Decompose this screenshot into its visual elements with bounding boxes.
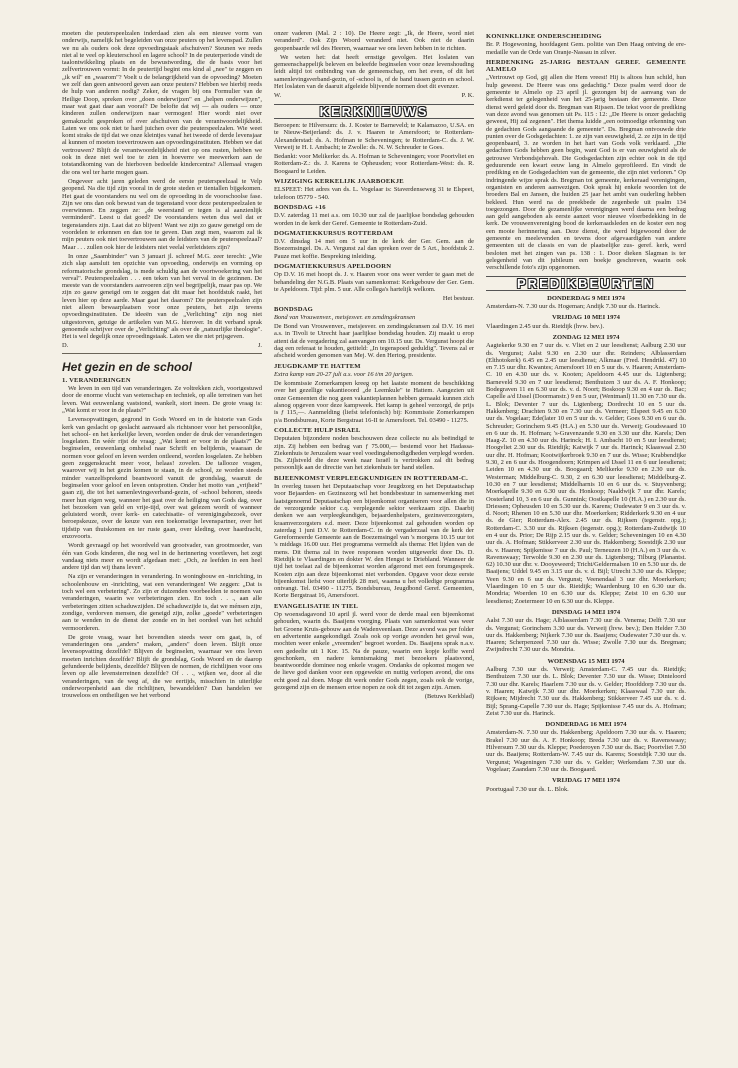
news-heading: JEUGDKAMP TE HATTEM — [274, 362, 361, 370]
article-paragraph: Ongeveer acht jaren geleden werd de eerste peuterspeelzaal te Velp geopend. Na die tijd zijn vooral in de grote steden er tientallen bijgekomen. Het gaat de voorstanders nu wel om de opvoeding in de voorschoolse fase. Zijn we ons dan ook bewust van de tegenstand voor deze peuterspeelzalen te overwinnen. En zeggen ze: „de weerstand er tegen is al aanzienlijk verminderd". Leest u dat goed? De voorstanders weten dus wel dat er tegenstanders zijn. Laat dat zo blijven! Want we zijn zo gauw geneigd om de voordelen te erkennen en dan toe te geven. Dan zegt men, waarom zal ik mijn peuters ook niet toevertrouwen aan de leidsters van de peuterspeelzaal? Maar . . . zullen ook hier de leidsters niet veelal verleidsters zijn? — [62, 177, 262, 251]
news-heading: BONDSDAG +16 — [274, 203, 326, 211]
news-heading: WIJZIGING KERKELIJK JAARBOEKJE — [274, 178, 404, 186]
news-text: De kommissie Zomerkampen kreeg op het laatste moment de beschikking over het gezellige vakantieoord „de Leemkule" te Hattem. Aangezien uit onze Gemeenten die nog geen vakantieplannen hebben gemaakt kunnen zich alsnog opgeven voor deze kampweek. Het kamp is geheel verzorgd, de prijs is ƒ 115,—. Aanmelding (liefst telefonisch) bij: Kommissie Zomerkampen p/a Bondsbureau, Korte Bergstraat 16-II te Amersfoort. Tel. 03490 - 11275. — [274, 380, 474, 424]
beroepen-text: Beroepen: te Hilversum: ds. J. Koster te Barneveld; te Kalamazoo, U.SA. en te Nieuw-Beijerland: ds. J. v. Haaren te Amersfoort; te Rotterdam-Alexanderstad: ds. A. Hofman te Scheveningen; te Rotterdam-C. ds. J. W. Verweij te H. I. Ambacht; te Zwolle: ds. N. W. Schreuder te Goes. — [274, 121, 474, 151]
news-text: „Vertrouwt op God, gij allen die Hem vreest! Hij is altoos hun schild, hun hulp geweest. De Heere was ons gedachtig." Deze psalm werd door de gemeente te Almelo op 23 april jl. gezongen bij de aanvang van de kerkdienst ter gelegenheid van het 25-jarig bestaan der gemeente. Deze dienst werd geleid door ds. Bregman van Rijssen. De tekst voor de prediking van deze avond was genomen uit Ps. 115 : 12: „De Heere is onzer gedachtig geweest, Hij zal zegenen". Het thema luidde „een ootmoedige erkenning van de gedachten Gods aangaande de gemeente". Ds. Bregman ontvouwde drie punten over de Godsgedachten: 1. ze zijn van eeuwigheid, 2. ze zijn in de tijd geopenbaard, 3. ze worden in het hart van Gods volk verklaard. „Die gedachten Gods hebben geen begin, want God is er van eeuwigheid als de getrouwe Verbondsjehovah. Die Godsgedachten zijn echter ook in de tijd geduurende een kwart eeuw lang in Almelo geprofileerd. En vindt de prediking en de Godsgedachten van de gemeente, die zijn niet verloren." Op indringende wijze sprak ds. Bregman tot gemeente, kerkeraad verenigingen, organisten en anderen aanwezigen. Ook sprak hij enkele woorden tot de broeders Bal en Jansen, die huiden 25 jaar het ambt van ouderling hebben bekleed. Hun werd na de preekbede de zegenbede uit psalm 134 toegezongen. Door de gezamenlijke verenigingen werd daarna een bedrag aan geld aangeboden als eerste aanzet voor nieuwe vloerbedekking in de kerk. De vrouwenvereniging bood de kerkeraadsleden en de koster een nog een mooie herinnering aan. Deze dienst, die werd bijgewoond door de gemeente en meelevenden en tevens door afgevaardigden van andere gemeenten uit de classis en van de plaatselijke zus- geref. kerk, werd besloten met het zingen van ps. 138 : 1. Door dieken Slagman is ter gelegenheid van dit jubileum een boekje geschreven, waarin ook verschillende foto's zijn opgenomen. — [486, 74, 686, 272]
article-paragraph: Levensopvattingen, gegrond in Gods Woord en in de historie van Gods kerk van geslacht op geslacht aanvaard als richtsnoer voor het persoonlijke, het school- en het kerkelijke leven, worden onder de druk der veranderingen losgelaten. En wéér rijst de vraag: „Wat komt er voor in de plaats?" De beginselen, eeuwenlang omhelsd naar Schrift en belijdenis, waaraan de normen voor geloof en leven werden ontleend, worden losgelaten. Ze hebben geen zeggenskracht meer voor, helaas! zovelen. De tallooze vragen, waarover wij in het gezin komen te staan, in de school, ze worden steeds minder vanzelfsprekend beantwoord vanuit de grondslag, waaruit de beginselen voor geloof en leven ontsprotten. Onder het motto van „vrijheid" gaan zij, die tot het samenlevingsverband-gezin, of -school behoren, steeds meer hun eigen weg, wanneer het gaat over de heiliging van Gods dag, over het bezoeken van geld en vrije-tijd, over wat gelezen wordt of wanneer geluisterd wordt, over kerk- en catechisatie- of verenigingsbezoek, over beroepskeuze, over de keuze van een toekomstige levenspartner, over het tijdstip van thuiskomen en ter ruste gaan, over kleding, over haardracht, enzovoorts. — [62, 416, 262, 540]
news-heading: DOGMATIEKKURSUS ROTTERDAM — [274, 229, 393, 237]
news-text: ELSPEET: Het adres van ds. L. Vogelaar is: Staverdenseweg 31 te Elspeet, telefoon 05779 - 540. — [274, 186, 474, 201]
section-subtitle: 1. VERANDERINGEN — [62, 376, 131, 384]
column-left — [62, 30, 262, 795]
bedankt-text: Bedankt: voor Melikerke: ds. A. Hofman te Scheveningen; voor Poortvliet en Rotterdam-Z.: ds. J. Karens te Opheusden; voor Rotterdam-West: ds. R. Boogaard te Leiden. — [274, 153, 474, 175]
article-signature: D. J. — [62, 342, 262, 350]
article-paragraph: In onze „Saambinder" van 3 januari jl. schreef M.G. zeer terecht: „Wie zich slap aansluit ten opzichte van opvoeding, onderwijs en vorming op reformatorische grondslag, is mede schuldig aan de voortwoekering van het verval". Peuterspeelzalen . . . een teken van het verval in de gezinnen. De meeste van de voorstanders aanvoeren zijn wel begrijpelijk, maar pas op. We zijn zo gauw geneigd om te zeggen dat dit maar het hoofdstuk raakt, het leven hier op deze aarde. Maar gaat het daarom? Die peuterspeelzalen zijn niet alleen bewaarplaatsen voor onze peuters, het zijn tevens opvoedingsinstituten. De ideeën van de „Verlichting" zijn nog niet uitgestorven, getuige de artikelen van M.G. hierover. In dit verband sprak genoemde schrijver over de „Verlichting" als over de „natuurlijke theologie". Het is wel degelijk onze opvoedingstaak. Laten we die niet prijsgeven. — [62, 252, 262, 341]
news-heading: BONDSDAG — [274, 305, 313, 313]
kerknieuws-banner: KERKNIEUWS — [274, 104, 474, 119]
article-paragraph: onzer vaderen (Mal. 2 : 10). De Heere zegt: „Ik, de Heere, word niet veranderd". Ook Zijn Woord veranderd niet. Ook niet de daarin geopenbaarde wil des Heeren, waarnaar we ons leven hebben in te richten. — [274, 30, 474, 52]
service-date: DONDERDAG 9 MEI 1974 — [547, 294, 625, 302]
article-paragraph: moeten die peuterspeelzalen inderdaad zien als een nieuwe vorm van onderwijs, namelijk het begeleiden van onze peuters op het levenspad. Zullen we nu als ouders ook deze opvoedingstaak afschuiven? Steunen we reeds niet al te veel op kleuterschool en lagere school? In de peuterperiode vindt de taalontwikkeling plaats en de bewustwording, die de basis voor het zelfvertrouwen vormt: In de peutertijd begint ons kind al „nee" te zeggen en „ik wil" en „waarom"? Voelt u de belangrijkheid van de opvoeding? Moeten we zelf dan geen antwoord geven aan onze peuters? Hebben we hierbij reeds de hulp van anderen nodig? Zeker, de vragen bij ons Formulier van de Heilige Doop, spreken over „doen onderwijzen" en „helpen onderwijzen", maar wat gaat daar aan vooraf? De belofte dat wij — als ouders — onze kinderen zullen onderwijzen naar vermogen! Hier wordt niet over gemakzucht gesproken of over afschuiven van de verantwoordelijkheid. Laten we ons ook niet te hard juichen over die peuterspeelzalen. Wie weet komt straks de tijd dat we onze kleintjes vanaf het tweede of derde levensjaar al kunnen of moeten toevertrouwen aan opvoedingsinstituten. Hebben we dat vertrouwen? Blijft de verantwoordelijkheid niet op ons rusten, hebben we ook in deze niet wel toe te zien in hoeverre we meewerken aan de totstandkoming van de hierboven bedoelde kindercentra? Allemaal vragen die ons wel ter harte mogen gaan. — [62, 30, 262, 176]
news-text: D.V. zaterdag 11 mei a.s. om 10.30 uur zal de jaarlijkse bondsdag gehouden worden in de kerk der Geref. Gemeente te Rotterdam-Zuid. — [274, 212, 474, 227]
news-subheading: Extra kamp van 20-27 juli a.s. voor 16 t/m 20 jarigen. — [274, 370, 414, 378]
service-list: Amsterdam-N. 7.30 uur ds. Hakkenberg; Apeldoorn 7.30 uur ds. v. Haaren; Brakel 7.30 uur ds. A. F. Honkoop; Breda 7.30 uur ds. v. Ravenswaay; Hilversum 7.30 uur ds. Kleppe; Poederoyen 7.30 uur ds. Bac; Poortvliet 7.30 uur ds. Baaijens; Rotterdam-W. 7.45 uur ds. Karens; Soestdijk 7.30 uur ds. Vergunst; Wageningen 7.30 uur ds. v. Gelder; Werkendam 7.30 uur ds. Vogelaar; Zaandam 7.30 uur ds. Boogaard. — [486, 729, 686, 773]
service-date: DONDERDAG 16 MEI 1974 — [545, 721, 627, 729]
news-heading: HERDENKING 25-JARIG BESTAAN GEREF. GEMEENTE ALMELO — [486, 58, 686, 74]
service-list: Aalburg 7.30 uur ds. Verweij; Amsterdam-C. 7.45 uur ds. Rietdijk; Benthuizen 7.30 uur ds. L. Blok; Deventer 7.30 uur ds. Wisse; Dinteloord 7.30 uur dhr. Karels; Haarlem 7.30 uur ds. v. Gelder; Hoofddorp 7.30 uur ds. v. Haaren; Katwijk 7.30 uur dhr. Moerkerken; Klaaswaal 7.30 uur ds. Rijksen; Mijdrecht 7.30 uur ds. Hakkenberg; Stikkerveer 7.45 uur ds. v. d. Bijl; Sprang-Capelle 7.30 uur ds. Hage; Spijkenisse 7.45 uur ds. A. Hofman; Zeist 7.30 uur ds. Harinck. — [486, 666, 686, 717]
news-text: Deputaten bijzondere noden beschouwen deze collecte nu als beëindigd te zijn. Zij hebben een bedrag van ƒ 75.000,— bestemd voor het Hadassa-Ziekenhuis te Jeruzalem waar veel voedingsbenodigdheden verplegd worden. Ds. Zijlstveld die deze week naar Israël is vertrokken zal dit bedrag persoonlijk aan de directie van het ziekenhuis ter hand stellen. — [274, 435, 474, 472]
article-signature: W. P. K. — [274, 92, 474, 100]
service-list: Vlaardingen 2.45 uur ds. Rietdijk (hvw. bev.). — [486, 322, 605, 330]
news-text: D.V. dinsdag 14 mei om 5 uur in de kerk der Ger. Gem. aan de Boezemsingel. Ds. A. Vergunst zal dan spreken over de 5 Art., hoofdstuk 2. Pauze met koffie. Bespreking inleiding. — [274, 238, 474, 260]
service-list: Aagtekerke 9.30 en 7 uur ds. v. Vliet en 2 uur leesdienst; Aalburg 2.30 uur ds. Vergunst; Aalst 9.30 en 2.30 uur dhr. Reinders; Alblasserdam (Elthotokerk) 6.45 en 2.45 uur leesdienst; Alkmaar (Fred. Hendrikl. 47) 10 en 7.15 uur dhr. Kwantes; Amersfoort 10 en 5 uur ds. v. Haaren; Amsterdam-C. 10 en 4.30 uur ds. v. Kooten; Apeldoorn 4.45 uur ds. Ligtenberg; Barneveld 9.30 en 7 uur leesdienst; Benthuizen 3 uur ds. A. F. Honkoop; Bodegraven 11 en 6.30 uur ds. v. d. Noort; Boskoop 9.30 en 4 uur ds. Bac; Capelle a/d IJssel (Doormanstr.) 9 en 5 uur, (Wentmanl) 11.30 en 7.30 uur ds. L. Blok; Deventer 7 uur ds. Ligtenberg; Dordrecht 10 en 5 uur ds. Hakkenberg; Drachten 9.30 en 7.30 uur ds. Vermeer; Elspeet 9.45 en 6.30 uur ds. Vogelaar; Ede(later 10 en 5 uur ds. v. Gelder; Goes 9.30 en 6 uur ds. Schreuder; Gorinchem 9.45 (H.A.) en 5.30 uur ds. Verweij; Goudswaard 10 en 6 uur ds. H. Hofman; 's-Gravenzande 9.30 en 3.30 uur dhr. Karels; Den Haag-Z. 10 en 4.30 uur ds. Harinck; H. I. Ambacht 10 en 5 uur leesdienst; Hoogvliet 2.30 uur ds. Rietdijk; Katwijk 7 uur ds. Harinck; Klaaswaal 2.30 uur dhr. H. Hofman; Kootwijkerbroek 9.30 en 7 uur ds. Wisse; Krabbendijke 9.30, 2 en 6 uur ds. Hoogendoorn; Krimpen a/d IJssel 11 en 6 uur leesdienst; Leiden 10 en 4.30 uur ds. Boogaard; Melikerke 9.30 en 2.30 uur ds. Westerman; Middelburg-C. 9.30, 2 en 6.30 uur leesdienst; Middelburg-Z. 10.30 en 7 uur leesdienst; Middelharnis 10 en 6 uur ds. v. Stuyvenberg; Moerkapelle 9.30 en 6.30 uur ds. Honkoop; Naaldwijk 7 uur dhr. Karels; Oosterland 10, 3 en 6 uur ds. Gunnink; Oostkapelle 10 (H.A.) en 2.30 uur ds. Driessen; Opheusden 10 en 5.30 uur ds. Karens; Oudewater 9 en 3 uur ds. v. d. Noort; Rhenen 10 en 5.30 uur dhr. Moerkerken; Ridderkerk 9.30 en 4 uur ds. de Gier; Rotterdam-Alex. 2.45 uur ds. Rijksen (tegenstr. opg.); Rotterdam-C. 3.30 uur ds. Rijksen (tegenstr. opg.); Rotterdam-Zuidwijk 10 en 4 uur ds. Prior; De Rijp 2.15 uur ds. v. Gelder; Scheveningen 10 en 4.30 uur ds. A. Hofman; Stikkerveer 2.30 uur ds. Hakkenberg; Soestdijk 2.30 uur ds. v. Haaren; Spijkenisse 7 uur ds. Paul; Terneuzen 10 (H.A.) en 3 uur ds. v. Ravenswaay; Terwolde 9.30 en 2.30 uur ds. Ligtenberg; Tilburg (Planantst. 62) 10.30 uur dhr. v. Dooyeweerd; Tricht/Geldermalsen 10 en 5.30 uur ds. de Baaijens; Uddel 9.45 en 3.15 uur ds. v. d. Bijl; Utrecht 3.30 uur ds. Kleppe; Veen 9.30 en 6 uur ds. Vergunst; Veenendaal 3 uur dhr. Moerkerken; Vlaardingen 10 en 5 uur ds. Rietdijk; Waardenburg 10 en 6.30 uur ds. Mondria; Woerden 10 en 6.30 uur ds. Kleppe; Zeist 10 en 6.30 uur leesdienst; Zoetermeer 10 en 6.30 uur ds. Kleppe. — [486, 342, 686, 605]
news-text: Op D.V. 16 mei hoopt ds. J. v. Haaren voor ons weer verder te gaan met de behandeling der N.G.B. Plaats van samenkomst: Kerkgebouw der Ger. Gem. te Apeldoorn. Tijd: plm. 5 uur. Alle collega's hartelijk welkom. — [274, 271, 474, 293]
news-text: Br. P. Hogewoning, hoofdagent Gem. politie van Den Haag ontving de ere-medaille van de Orde van Oranje-Nassau in zilver. — [486, 41, 686, 56]
service-date: DINSDAG 14 MEI 1974 — [551, 608, 621, 616]
news-text: In overleg tussen het Deputaatschap voor Jeugdzorg en het Deputaatschap voor Bejaarden- en Gezinszorg wil het bondsbestuur in samenwerking met laatstgenoemd Deputaatschap een bijeenkomst organiseren voor allen die in de verzorgende sektor c.q. verplegende sektor werkzaam zijn. Daarbij denken we aan verpleegkundigen, bejaardenhelpsters, gezinsverzorgsters, kraamverzorgsters e.d. meer. Deze bijeenkomst zal gehouden worden op zaterdag 1 juni D.V. te Rotterdam-C. in de vergaderzaal van de kerk der Gereformeerde Gemeente aan de Boezemsingel van 's morgens 10.15 uur tot 's middags 16.00 uur. Het programma vermeldt als thema: Het lijden van de mens. Dit thema zal in twee responsen worden uitgewerkt door Ds. D. Rietdijk te Vlaardingen en dokter W. den Hengst te Driebland. Wanneer de tijd het toelaat zal de bijeenkomst worden afgerond met een forumgesprek. Kosten zijn aan deze bijeenkomst niet verbonden. Opgave voor deze eerste bijeenkomst liefst voor uiterlijk 28 mei, waarna u het volledige programma ontvangt. Tel. 03490 - 11275. Bondsbureau, Jeugdbond Geref. Gemeenten, Korte Bergstraat 16, Amersfoort. — [274, 483, 474, 600]
service-list: Poortugaal 7.30 uur ds. L. Blok. — [486, 785, 569, 793]
article-paragraph: We weten het: dat heeft ernstige gevolgen. Het loslaten van gemeenschappelijk beleven en beleefde beginselen voor onze levenshouding leidt altijd tot ontbinding van de gemeenschap, om het even, of dit het samenlevingsverband-gezin, of -school is, of de band tussen gezin en school. Het loslaten van de daaruit afgeleide blijvende normen doet dit evenzer. — [274, 53, 474, 91]
news-heading: EVANGELISATIE IN TIEL — [274, 602, 359, 610]
service-date: VRIJDAG 17 MEI 1974 — [552, 777, 620, 785]
news-heading: COLLECTE HULP ISRAEL — [274, 426, 361, 434]
news-heading: KONINKLIJKE ONDERSCHEIDING — [486, 33, 602, 40]
column-right — [486, 30, 686, 795]
news-subheading: Bond van Vrouwenver., meisjesver. en zendingskransen — [274, 313, 416, 321]
news-heading: DOGMATIEKKURSUS APELDOORN — [274, 263, 392, 271]
service-list: Aalst 7.30 uur ds. Hage; Alblasserdam 7.30 uur ds. Venema; Delft 7.30 uur ds. Vergunst; Gorinchem 3.30 uur ds. Verweij (hvw. bev.); Den Helder 7.30 uur ds. Hakkenberg; Nijkerk 7.30 uur ds. Baaijens; Oudewater 7.30 uur ds. v. Haaren; Scherpenzeel 7.30 uur ds. Wisse; Zwolle 7.30 uur ds. Bregman; Zwijndrecht 7.30 uur ds. Mondria. — [486, 617, 686, 654]
service-date: VRIJDAG 10 MEI 1974 — [552, 314, 620, 322]
news-signature: (Betuws Kerkblad) — [424, 693, 474, 701]
predikbeurten-banner: PREDIKBEURTEN — [486, 276, 686, 291]
service-date: WOENSDAG 15 MEI 1974 — [547, 657, 625, 665]
article-paragraph: Wordt gevraagd op het woordveld van grootvader, van grootmoeder, van één van Gods kinderen, die nog wel in de herinnering voortleven, het zegt vandaag niets meer en wordt afgedaan met: „Och, ze leefden in een heel andere tijd dan wij thans leven". — [62, 542, 262, 572]
service-list: Amsterdam-N. 7.30 uur ds. Hogeman; Andijk 7.30 uur ds. Harinck. — [486, 303, 660, 311]
article-paragraph: Na zijn er veranderingen in verandering. In woningbouw en -inrichting, in schoolenbouw en -inrichting, wat een veranderingen! We zeggen: „Dat is toch wel een verbetering". Zo zijn er duizenden voorbeelden te noemen van veranderingen, waarin we verbeteringen zien. En toch . . ., aan alle verbeteringen zitten schaduwzijden. Dé schaduwzijde is, dat we ménsen zijn, zondige, verdorven mensen, die geneigd zijn, zolke „goede" verbeteringen aan te wenden in de dienst der zonde en in het oordeel van het schuld vermoorderen. — [62, 573, 262, 632]
section-title: Het gezin en de school — [62, 359, 193, 374]
service-date: ZONDAG 12 MEI 1974 — [552, 333, 620, 341]
news-text: De Bond van Vrouwenver., meisjesver. en zendingskransen zal D.V. 16 mei a.s. in Tivoli te Utrecht haar jaarlijkse bondsdag houden. Zij maakt u erop attent dat de vergadering zal aanvangen om 10.15 uur. Ds. Vergunst hoopt die dag een referaat te houden, getiteld: „In tegenspoed geduldig". Tevens zal er afscheid worden genomen van Mej. W. den Hertog, presidente. — [274, 323, 474, 360]
news-text: Op woensdagavond 10 april jl. werd voor de derde maal een bijeenkomst gehouden, waarin ds. Baaijens voorging. Plaats van samenkomst was weer het Groene Kruis-gebouw aan de Wadenveenlaan. Deze avond was per folder en advertentie aangekondigd. Zoals ook op vorige avonden het geval was, mochten weer enkele „vreemden" begroet worden. Ds. Baaijens sprak n.a.v. een gedeelte uit 1 Kor. 15. Na de pauze, waarin een kopje koffie werd geschonken, en nadere kennismaking met bezoekers plaatsvond, beantwoordde dominee nog enkele vragen. Ondanks de opkomst mogen we de lieve god danken voor een opgewekte en nuttig verlopen avond, die ons echt goed zal doen. Moge dit werk onder Gods zegen, zoals ook de vorige, gezegend zijn en de mensen ertoe nopen ze ook dit tot zegen zijn. Amen. — [274, 611, 474, 692]
article-paragraph: De grote vraag, waar het bovendien steeds weer om gaat, is, of veranderingen ons „anders" maken, „anders" doen leven. Blijft onze levensopvatting dezelfde? Blijven de beginselen, waarnaar we ons leven moeten inrichten dezelfde? Blijft de grondslag, Gods Woord en de daarop gefundeerde belijdenis, dezelfde? Blijven de normen, de richtlijnen voor ons leven op alle levensterreinen dezelfde? Of . . ., wijken we, door al die veranderingen, van de weg af, die we eertijds, misschien in uiterlijke onderworpenheid aan die richtlijnen, bewandelden? Dan handelen we trouweloos en ontheiligen we het verbond — [62, 633, 262, 700]
news-heading: BIJEENKOMST VERPLEEGKUNDIGEN IN ROTTERDAM-C. — [274, 474, 468, 482]
article-paragraph: We leven in een tijd van veranderingen. Ze voltrekken zich, voortgestuwd door de enorme vlucht van wetenschap en techniek, op alle terreinen van het leven. Wat eeuwenlang vaststond, wankelt, stort ineen. De grote vraag is: „Wat komt er voor in de plaats?" — [62, 385, 262, 414]
news-signature: Het bestuur. — [442, 295, 474, 303]
column-middle — [274, 30, 474, 795]
divider — [62, 353, 262, 354]
